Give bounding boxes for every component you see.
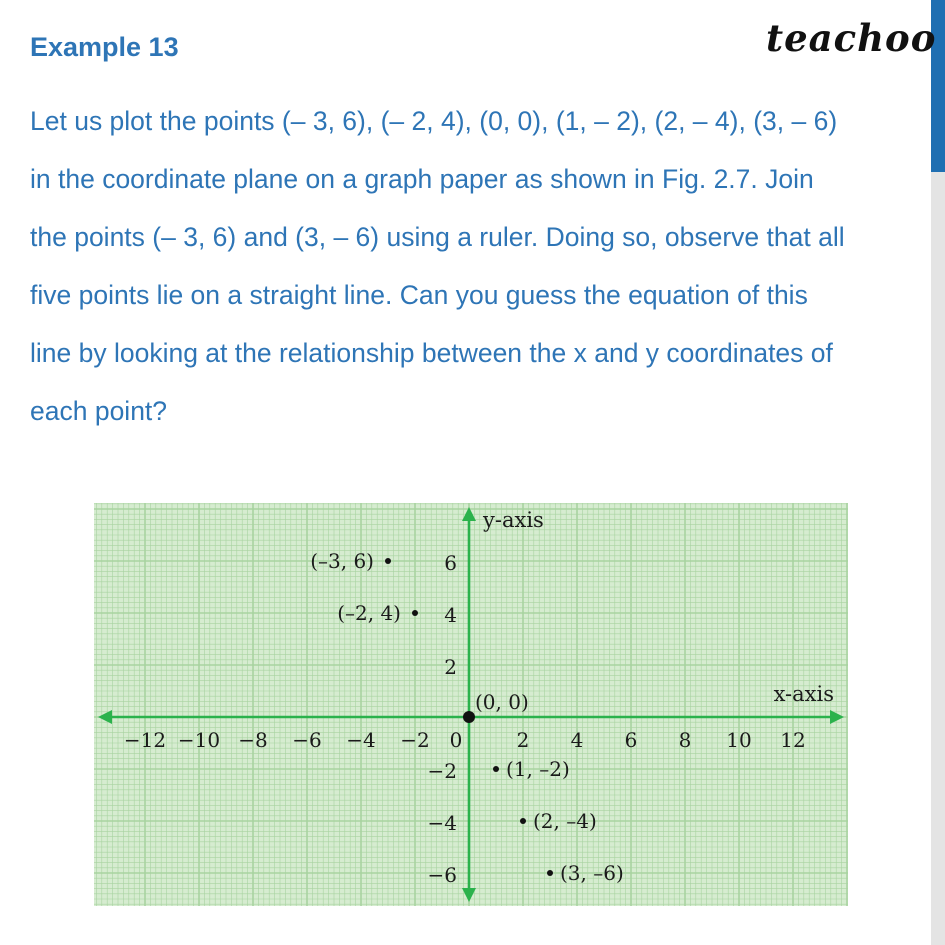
x-tick-label: −10	[177, 728, 221, 752]
data-point	[493, 766, 499, 772]
question-line: Let us plot the points (– 3, 6), (– 2, 4), (0, 0), (1, – 2), (2, – 4), (3, – 6)	[30, 106, 838, 136]
x-tick-label: 6	[624, 728, 638, 752]
point-label: (0, 0)	[475, 690, 529, 714]
y-tick-label: −4	[427, 811, 457, 835]
x-axis-label: x-axis	[773, 682, 834, 706]
question-line: each point?	[30, 396, 168, 426]
y-tick-label: 4	[444, 603, 457, 627]
x-tick-label: −4	[346, 728, 376, 752]
x-tick-label: 10	[726, 728, 752, 752]
graph-paper-background	[94, 503, 848, 906]
point-label: (1, –2)	[506, 757, 570, 781]
data-point	[385, 558, 391, 564]
data-point	[547, 870, 553, 876]
x-tick-label: 4	[570, 728, 584, 752]
x-tick-label: 8	[678, 728, 692, 752]
coordinate-graph	[94, 503, 848, 906]
question-line: in the coordinate plane on a graph paper as shown in Fig. 2.7. Join	[30, 164, 814, 194]
question-line: the points (– 3, 6) and (3, – 6) using a ruler. Doing so, observe that all	[30, 222, 845, 252]
question-line: five points lie on a straight line. Can you guess the equation of this	[30, 280, 808, 310]
teachoo-logo: teachoo	[766, 16, 937, 60]
x-tick-label: −12	[123, 728, 167, 752]
x-tick-label: −2	[400, 728, 430, 752]
data-point	[412, 610, 418, 616]
y-tick-label: 2	[444, 655, 457, 679]
question-text	[30, 92, 930, 440]
example-heading: Example 13	[30, 32, 179, 62]
point-label: (2, –4)	[533, 809, 597, 833]
x-tick-label: −6	[292, 728, 322, 752]
x-tick-label: 12	[780, 728, 806, 752]
point-label: (–3, 6)	[310, 549, 374, 573]
y-axis-label: y-axis	[483, 508, 544, 532]
y-tick-label: −6	[427, 863, 457, 887]
question-line: line by looking at the relationship between the x and y coordinates of	[30, 338, 833, 368]
x-tick-label: 2	[516, 728, 530, 752]
y-tick-label: 6	[444, 551, 457, 575]
point-label: (–2, 4)	[337, 601, 401, 625]
data-point	[463, 711, 475, 723]
point-label: (3, –6)	[560, 861, 624, 885]
y-tick-label: −2	[427, 759, 457, 783]
x-tick-label: −8	[238, 728, 268, 752]
data-point	[520, 818, 526, 824]
x-tick-label: 0	[449, 728, 463, 752]
